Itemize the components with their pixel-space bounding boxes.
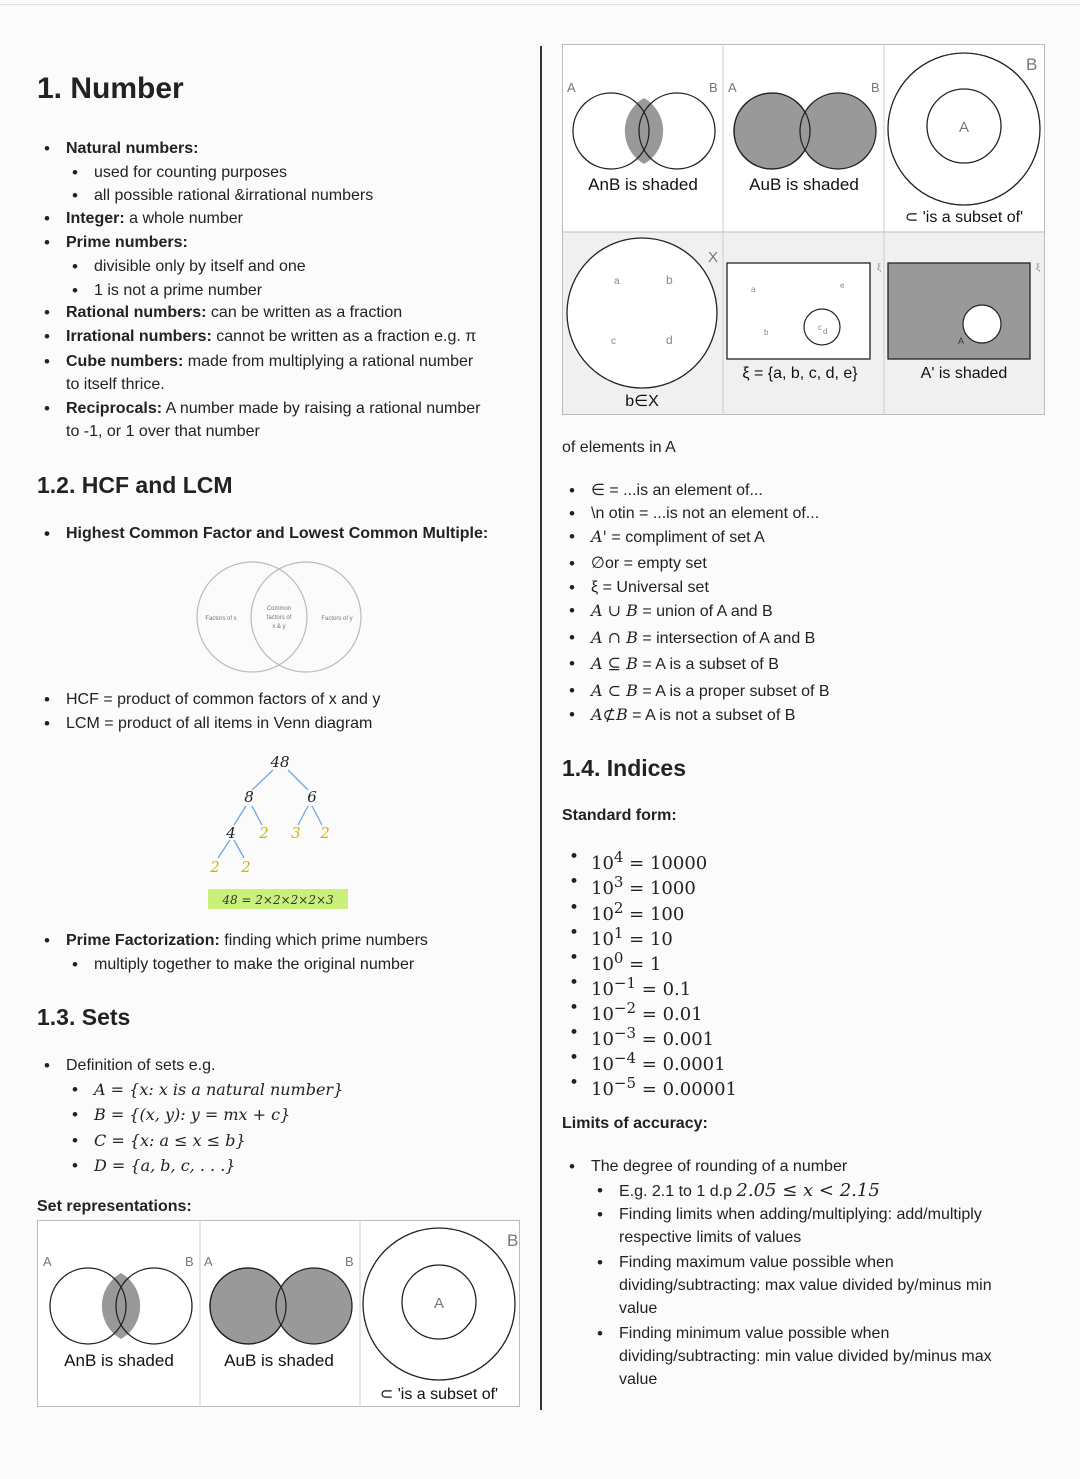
list-item: • Finding maximum value possible when [619,1251,894,1274]
complement-caption: A' is shaded [920,365,1008,382]
element-letter: d [666,333,673,347]
universal-symbol: ξ [1036,262,1041,272]
power-item: • $10^{-3} = 0.001$ [591,1022,714,1051]
list-item: • C = {x: a ≤ x ≤ b} [94,1129,246,1153]
list-item: • 1 is not a prime number [94,279,262,302]
power-item: • $10^0 = 1$ [591,947,661,976]
subset-label-a: A [958,119,970,136]
list-item: • used for counting purposes [94,161,287,184]
tree-node: 6 [307,788,317,806]
element-caption: b∈X [625,393,659,410]
list-item: • E.g. 2.1 to 1 d.p 2.05 ≤ x < 2.15 [619,1179,880,1203]
list-item: • LCM = product of all items in Venn diagram [66,712,372,735]
list-item: • Finding minimum value possible when [619,1322,889,1345]
list-item: • Definition of sets e.g. [66,1054,215,1077]
factor-tree [200,750,370,915]
symbol-item: • \n otin = ...is not an element of... [591,502,819,525]
set-label-b: B [185,1254,194,1269]
section-title-indices: 1.4. Indices [562,755,687,781]
list-item: • HCF = product of common factors of x and y [66,688,380,711]
list-item: • Integer: a whole number [66,207,243,230]
element-letter: b [764,328,769,337]
limits-title: Limits of accuracy: [562,1115,708,1132]
tree-result: 48 = 2×2×2×2×3 [222,893,334,907]
list-item: • D = {a, b, c, . . .} [94,1154,235,1178]
venn-middle-label-1: Common [266,606,292,612]
set-label-b: B [709,80,718,95]
element-letter: b [666,273,673,287]
element-letter: c [611,336,616,347]
union-caption: AuB is shaded [749,175,859,194]
section-title-sets: 1.3. Sets [37,1004,131,1030]
symbol-item: • ξ = Universal set [591,576,709,599]
list-item: • Rational numbers: can be written as a fraction [66,301,402,324]
venn-right-label: Factors of y [321,616,353,622]
element-letter: c [818,323,822,332]
power-item: • $10^4 = 10000$ [591,846,707,875]
list-item: • B = {(x, y): y = mx + c} [94,1103,290,1127]
symbol-item: • ∈ = ...is an element of... [591,479,763,502]
list-item: • Prime Factorization: finding which prime numbers [66,929,428,952]
symbol-item: • A ∩ B = intersection of A and B [591,626,815,650]
element-letter: a [614,276,620,287]
tree-node: 2 [259,824,269,842]
symbol-item: • A⊄B = A is not a subset of B [591,703,795,727]
list-item: • multiply together to make the original number [94,953,414,976]
set-label-b: B [345,1254,354,1269]
element-letter: e [840,281,845,290]
venn-middle-label-3: x & y [272,624,286,630]
list-item: • all possible rational &irrational numbers [94,184,373,207]
tree-root: 48 [270,753,290,771]
list-item-continuation: value [619,1300,658,1317]
set-representation-diagrams [37,1220,520,1408]
section-title-number: 1. Number [37,72,184,105]
universal-caption: ξ = {a, b, c, d, e} [742,365,858,382]
subset-label-b: B [507,1231,519,1250]
list-item: • A = {x: x is a natural number} [94,1078,343,1102]
column-divider [540,46,542,1410]
top-rule [0,4,1080,5]
universal-symbol: ξ [877,262,882,272]
power-item: • $10^1 = 10$ [591,922,673,951]
list-item: • Cube numbers: made from multiplying a rational number [66,350,473,373]
power-item: • $10^{-4} = 0.0001$ [591,1047,726,1076]
venn-left-label: Factors of x [205,616,237,622]
set-label-x: X [708,249,719,266]
section-title-hcf: 1.2. HCF and LCM [37,472,233,498]
list-item-continuation: dividing/subtracting: min value divided by/minus max [619,1348,992,1365]
subset-caption: ⊂ 'is a subset of' [904,209,1024,226]
set-label-a: A [204,1254,213,1269]
symbol-item: • A ⊆ B = A is a subset of B [591,652,779,676]
list-item-continuation: respective limits of values [619,1229,802,1246]
list-item-continuation: to -1, or 1 over that number [66,423,260,440]
intersection-caption: AnB is shaded [64,1351,174,1370]
tree-node: 4 [226,824,236,842]
power-item: • $10^2 = 100$ [591,897,684,926]
tree-node: 2 [320,824,330,842]
list-item: • Finding limits when adding/multiplying: add/multiply [619,1203,982,1226]
set-diagram-grid [562,44,1046,416]
subset-label-a: A [433,1295,445,1312]
symbol-item: • ∅or = empty set [591,552,707,575]
list-item-continuation: dividing/subtracting: max value divided by/minus min [619,1277,992,1294]
power-item: • $10^{-5} = 0.00001$ [591,1072,737,1101]
set-label-a: A [567,80,576,95]
standard-form-title: Standard form: [562,807,677,824]
set-label-b: B [871,80,880,95]
power-item: • $10^3 = 1000$ [591,871,696,900]
tree-node: 3 [291,824,301,842]
tree-node: 2 [210,858,220,876]
list-item: • Irrational numbers: cannot be written as a fraction e.g. π [66,325,476,348]
set-label-a: A [43,1254,52,1269]
element-letter: d [823,327,828,336]
symbol-item: • A ⊂ B = A is a proper subset of B [591,679,830,703]
power-item: • $10^{-1} = 0.1$ [591,972,691,1001]
hcf-venn-diagram [185,560,370,675]
set-label-a: A [728,80,737,95]
union-caption: AuB is shaded [224,1351,334,1370]
venn-middle-label-2: factors of [266,615,292,621]
list-item: • The degree of rounding of a number [591,1155,847,1178]
list-item: • divisible only by itself and one [94,255,306,278]
list-item-continuation: value [619,1371,658,1388]
subset-caption: ⊂ 'is a subset of' [379,1386,499,1403]
element-letter: a [751,285,756,294]
symbol-item: • A ∪ B = union of A and B [591,599,773,623]
power-item: • $10^{-2} = 0.01$ [591,997,703,1026]
list-item-continuation: to itself thrice. [66,376,165,393]
list-item: • Natural numbers: [66,137,198,160]
subset-label-b: B [1026,55,1038,74]
set-representations-title: Set representations: [37,1198,192,1215]
symbol-item: • A' = compliment of set A [591,525,765,549]
complement-label-a: A [958,336,965,346]
list-item: • Highest Common Factor and Lowest Common Multiple: [66,522,488,545]
list-item: • Prime numbers: [66,231,188,254]
list-item: • Reciprocals: A number made by raising a rational number [66,397,480,420]
tree-node: 8 [244,788,254,806]
elements-note: of elements in A [562,439,676,456]
tree-node: 2 [241,858,251,876]
intersection-caption: AnB is shaded [588,175,698,194]
